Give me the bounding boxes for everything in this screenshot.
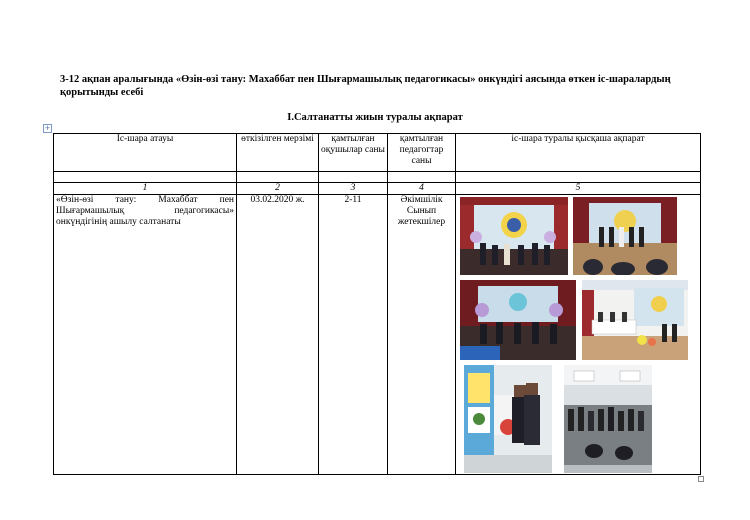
table-spacer-row: [54, 172, 701, 183]
column-number-2: 2: [237, 183, 319, 195]
table-row: [54, 195, 701, 475]
column-number-1: 1: [54, 183, 237, 195]
column-number-4: 4: [388, 183, 456, 195]
events-table: [53, 133, 701, 475]
spacer-cell: [319, 172, 388, 183]
teachers-table-photo: [582, 280, 688, 360]
teachers-count-cell: Әкімшілік Сынып жетекшілер: [388, 195, 456, 475]
opening-ceremony-stage-photo: [460, 197, 568, 275]
event-name-cell: «Өзін-өзі тану: Махаббат пен Шығармашылық педагогикасы» онкүндігінің ашылу салтанаты: [54, 195, 237, 475]
column-number-5: 5: [456, 183, 701, 195]
musicians-performance-photo: [460, 280, 576, 360]
spacer-cell: [388, 172, 456, 183]
event-date-cell: 03.02.2020 ж.: [237, 195, 319, 475]
header-teachers: қамтылған педагогтар саны: [388, 134, 456, 172]
exhibition-stand-photo: [464, 365, 552, 473]
section-title: I.Салтанатты жиын туралы ақпарат: [287, 112, 463, 123]
report-heading: 3-12 ақпан аралығында «Өзін-өзі тану: Махаббат пен Шығармашылық педагогикасы» онкүндігі аясында өткен іс-шаралардың қорытынды есебі: [60, 74, 671, 98]
students-on-stage-photo: [573, 197, 677, 275]
spacer-cell: [237, 172, 319, 183]
table-header-row: [54, 134, 701, 172]
column-number-3: 3: [319, 183, 388, 195]
spacer-cell: [456, 172, 701, 183]
header-event-name: Іс-шара атауы: [54, 134, 237, 172]
header-short-info: іс-шара туралы қысқаша ақпарат: [456, 134, 701, 172]
header-students: қамтылған оқушылар саны: [319, 134, 388, 172]
students-count-cell: 2-11: [319, 195, 388, 475]
spacer-cell: [54, 172, 237, 183]
table-anchor-icon[interactable]: +: [44, 124, 51, 132]
table-resize-handle[interactable]: [698, 476, 704, 482]
photos-cell: [456, 195, 701, 475]
header-date: өткізілген мерзімі: [237, 134, 319, 172]
hall-gathering-photo: [564, 365, 652, 473]
column-number-row: [54, 183, 701, 195]
